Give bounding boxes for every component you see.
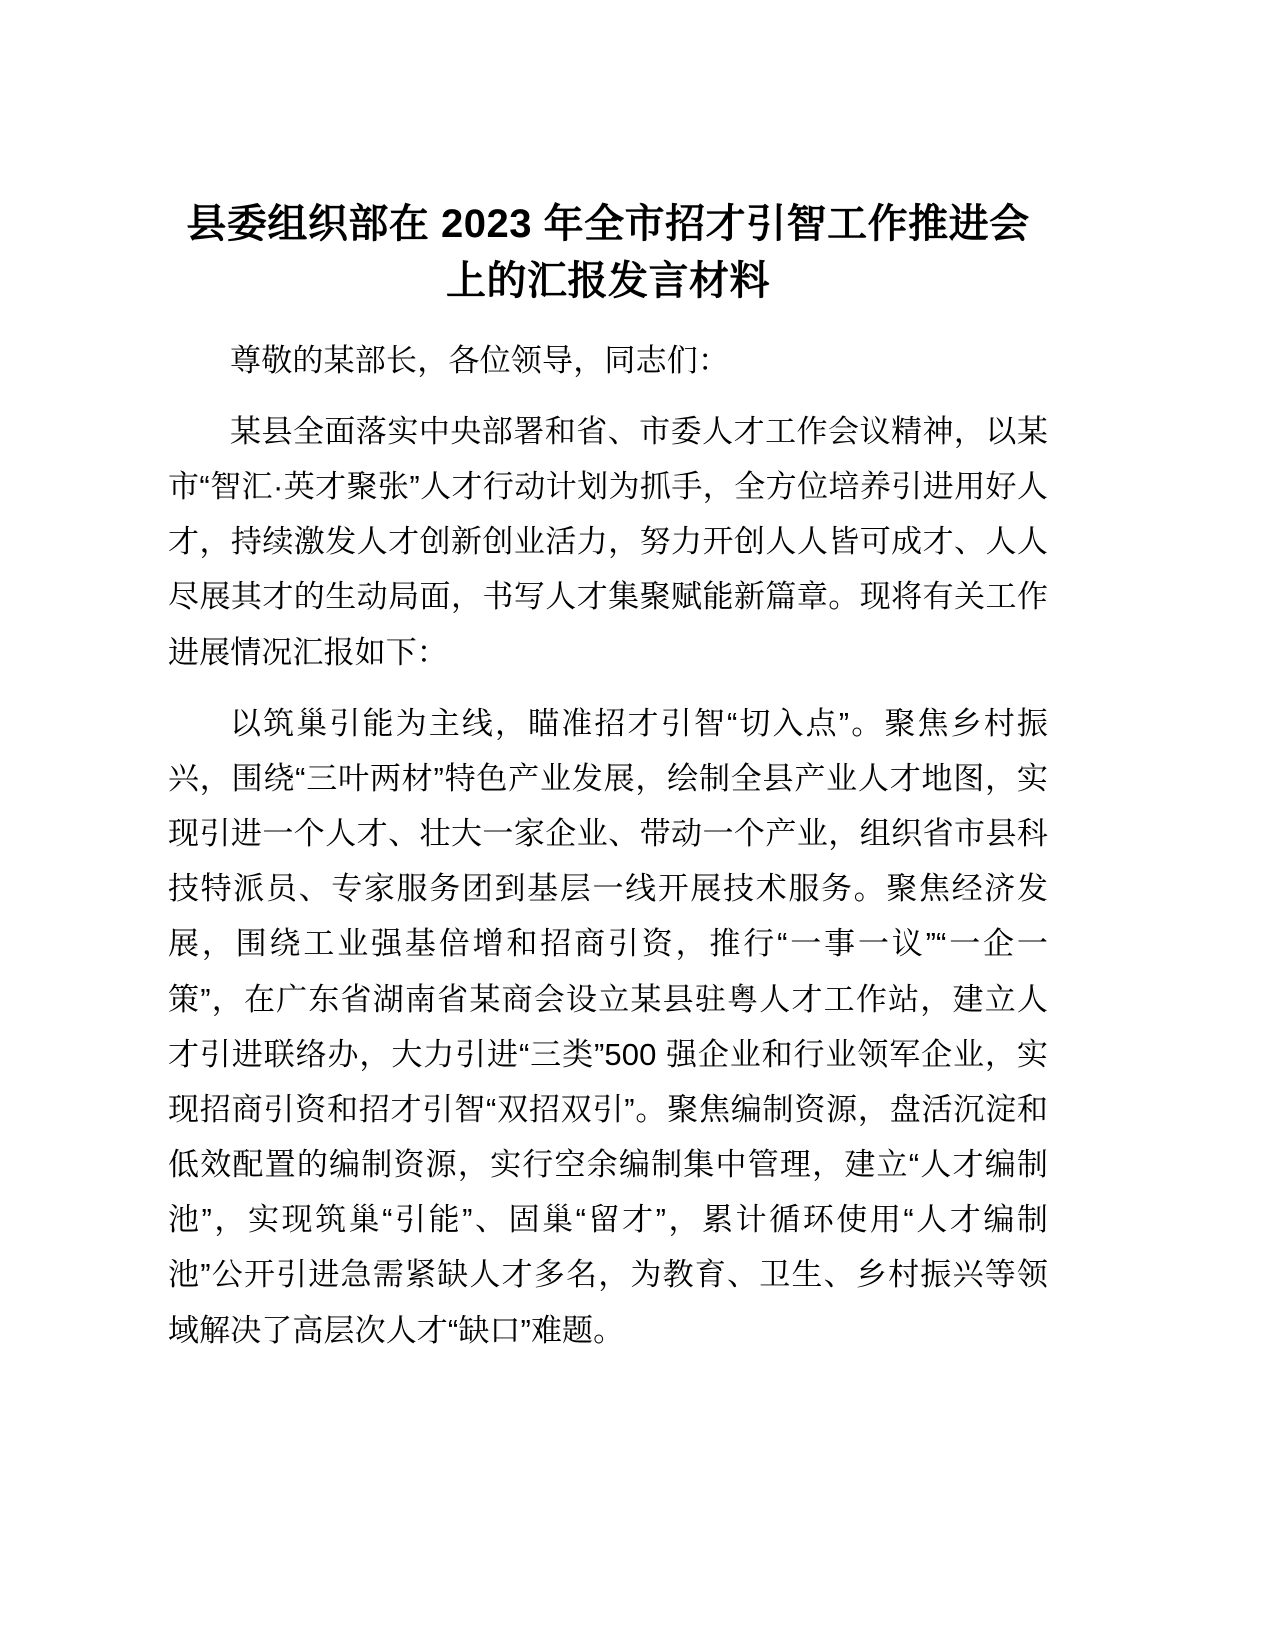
document-body — [168, 196, 1048, 1358]
body-paragraph-1: 某县全面落实中央部署和省、市委人才工作会议精神，以某市“智汇·英才聚张”人才行动计划为抓手，全方位培养引进用好人才，持续激发人才创新创业活力，努力开创人人皆可成才、人人尽展其才的生动局面，书写人才集聚赋能新篇章。现将有关工作进展情况汇报如下： — [168, 413, 1048, 670]
paragraph-spacer — [168, 394, 1048, 404]
title-line-2: 上的汇报发言材料 — [446, 258, 770, 303]
body-paragraph-2: 以筑巢引能为主线，瞄准招才引智“切入点”。聚焦乡村振兴，围绕“三叶两材”特色产业发展，绘制全县产业人才地图，实现引进一个人才、壮大一家企业、带动一个产业，组织省市县科技特派员、专家服务团到基层一线开展技术服务。聚焦经济发展，围绕工业强基倍增和招商引资，推行“一事一议”“一企一策”，在广东省湖南省某商会设立某县驻粤人才工作站，建立人才引进联络办，大力引进“三类”500 强企业和行业领军企业，实现招商引资和招才引智“双招双引”。聚焦编制资源，盘活沉淀和低效配置的编制资源，实行空余编制集中管理，建立“人才编制池”，实现筑巢“引能”、固巢“留才”，累计循环使用“人才编制池”公开引进急需紧缺人才多名，为教育、卫生、乡村振兴等领域解决了高层次人才“缺口”难题。 — [168, 705, 1048, 1348]
salutation-line: 尊敬的某部长，各位领导，同志们： — [230, 342, 730, 378]
paragraph-spacer — [168, 686, 1048, 696]
page-title — [168, 196, 1048, 310]
title-line-1: 县委组织部在 2023 年全市招才引智工作推进会 — [186, 202, 1030, 246]
